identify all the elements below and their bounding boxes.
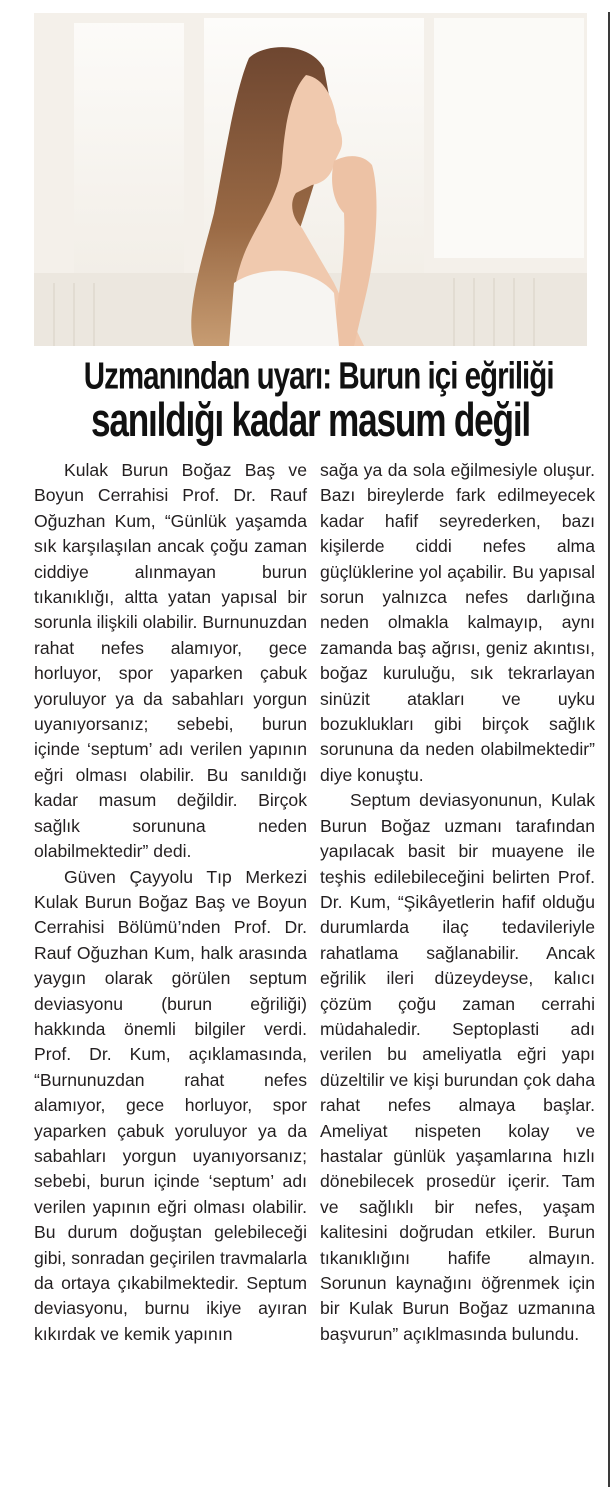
article-column-right [320, 458, 595, 1347]
headline-line-2: sanıldığı kadar masum değil [90, 394, 531, 447]
article-headline [34, 354, 587, 447]
woman-touching-nose-photo-icon [34, 13, 587, 346]
paragraph-continuation: sağa ya da sola eğilmesiyle oluşur. Bazı bireylerde fark edilmeyecek kadar hafif seyrederken, bazı kişilerde ciddi nefes alma güçlüklerine yol açabilir. Bu yapısal sorun yalnızca nefes darlığına neden olmakla kalmayıp, aynı zamanda baş ağrısı, geniz akıntısı, boğaz kuruluğu, sık tekrarlayan sinüzit atakları ve uyku bozuklukları gibi birçok sağlık sorununa da neden olabilmektedir” diye konuştu. [320, 460, 595, 785]
article-photo [34, 13, 587, 346]
headline-line-1: Uzmanından uyarı: Burun içi eğriliği [83, 354, 554, 398]
paragraph: Kulak Burun Boğaz Baş ve Boyun Cerrahisi Prof. Dr. Rauf Oğuzhan Kum, “Günlük yaşamda sık karşılaşılan ancak çoğu zaman ciddiye alınmayan burun tıkanıklığı, altta yatan yapısal bir sorunla ilişkili olabilir. Burnunuzdan rahat nefes alamıyor, gece horluyor, spor yaparken çabuk yoruluyor ya da sabahları yorgun uyanıyorsanız; sebebi, burun içinde ‘septum’ adı verilen yapının eğri olması olabilir. Bu sanıldığı kadar masum değildir. Birçok sağlık sorununa neden olabilmektedir” dedi. [34, 460, 307, 862]
paragraph: Septum deviasyonunun, Kulak Burun Boğaz uzmanı tarafından yapılacak basit bir muayene ile teşhis edilebileceğini belirten Prof. Dr. Kum, “Şikâyetlerin hafif olduğu durumlarda ilaç tedavileriyle rahatlama sağlanabilir. Ancak eğrilik ileri düzeydeyse, kalıcı çözüm çoğu zaman cerrahi müdahaledir. Septoplasti adı verilen bu ameliyatla eğri yapı düzeltilir ve kişi burundan çok daha rahat nefes almaya başlar. Ameliyat nispeten kolay ve hastalar günlük yaşamlarına hızlı dönebilecek prosedür içerir. Tam ve sağlıklı bir nefes, yaşam kalitesini doğrudan etkiler. Burun tıkanıklığını hafife almayın. Sorunun kaynağını öğrenmek için bir Kulak Burun Boğaz uzmanına başvurun” açıklmasında bulundu. [320, 790, 595, 1344]
article-column-left [34, 458, 307, 1347]
paragraph: Güven Çayyolu Tıp Merkezi Kulak Burun Boğaz Baş ve Boyun Cerrahisi Bölümü’nden Prof. Dr. Rauf Oğuzhan Kum, halk arasında yaygın olarak görülen septum deviasyonu (burun eğriliği) hakkında önemli bilgiler verdi. Prof. Dr. Kum, açıklamasında, “Burnunuzdan rahat nefes alamıyor, gece horluyor, spor yaparken çabuk yoruluyor ya da sabahları yorgun uyanıyorsanız; sebebi, burun içinde ‘septum’ adı verilen yapının eğri olması olabilir. Bu durum doğuştan gelebileceği gibi, sonradan geçirilen travmalarla da ortaya çıkabilmektedir. Septum deviasyonu, burnu ikiye ayıran kıkırdak ve kemik yapının [34, 866, 307, 1344]
column-rule [608, 12, 610, 1487]
